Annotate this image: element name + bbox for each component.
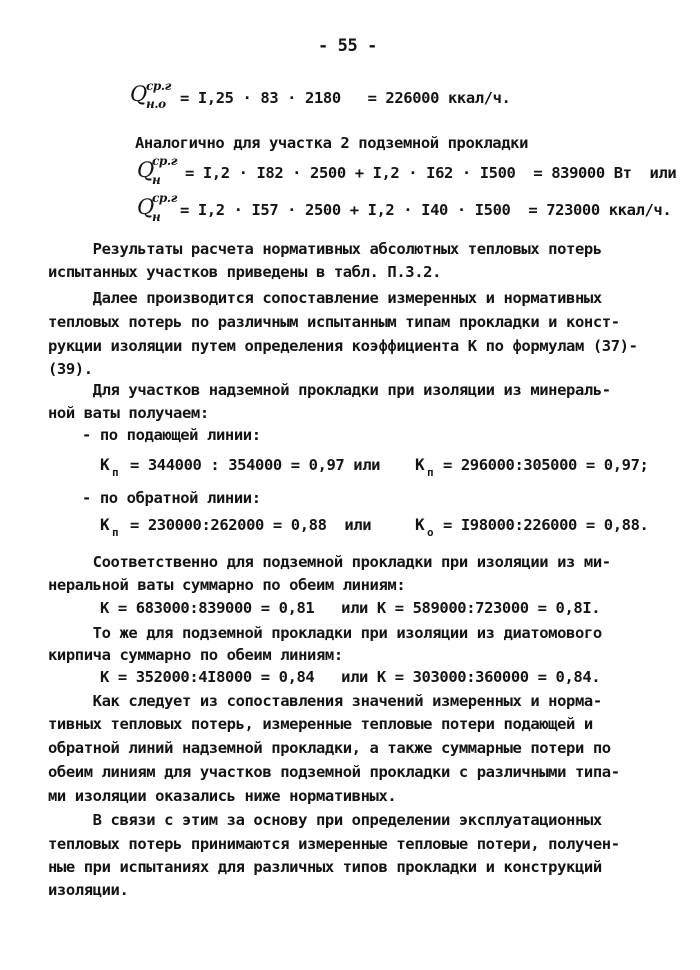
- text-line: (39).: [48, 360, 93, 378]
- equation-expression: = I98000:226000 = 0,88.: [443, 516, 649, 534]
- k-symbol: К: [415, 455, 425, 474]
- q-symbol: Q: [130, 82, 147, 106]
- text-line: Как следует из сопоставления значений измеренных и норма-: [48, 692, 602, 710]
- text-line: тепловых потерь принимаются измеренные тепловые потери, получен-: [48, 835, 620, 853]
- equation-expression: = I,2 · I57 · 2500 + I,2 · I40 · I500 = 723000 ккал/ч.: [180, 201, 672, 219]
- text-line: неральной ваты суммарно по обеим линиям:: [48, 576, 406, 594]
- q-superscript: ср.г: [152, 191, 178, 205]
- k-subscript: п: [112, 526, 119, 539]
- equation-k-underground-wool: К = 683000:839000 = 0,81 или К = 589000:723000 = 0,8I.: [100, 599, 601, 617]
- text-line: обеим линиям для участков подземной прокладки с различными типа-: [48, 763, 620, 781]
- k-symbol: К: [415, 515, 425, 534]
- text-line: тивных тепловых потерь, измеренные тепловые потери подающей и: [48, 715, 593, 733]
- equation-k-underground-diatomite: К = 352000:4I8000 = 0,84 или К = 303000:360000 = 0,84.: [100, 668, 601, 686]
- k-symbol: К: [100, 515, 110, 534]
- text-line: кирпича суммарно по обеим линиям:: [48, 646, 343, 664]
- equation-expression: = I,25 · 83 · 2180 = 226000 ккал/ч.: [180, 89, 511, 107]
- k-subscript: п: [112, 466, 119, 479]
- q-symbol: Q: [137, 195, 154, 219]
- text-line: изоляции.: [48, 881, 129, 899]
- text-line: Далее производится сопоставление измеренных и нормативных: [48, 289, 602, 307]
- k-subscript: о: [427, 526, 434, 539]
- equation-expression: = 296000:305000 = 0,97;: [443, 456, 649, 474]
- text-line: обратной линий надземной прокладки, а также суммарные потери по: [48, 739, 611, 757]
- page-number: - 55 -: [318, 36, 378, 56]
- text-line: ные при испытаниях для различных типов прокладки и конструкций: [48, 858, 602, 876]
- text-line: ной ваты получаем:: [48, 404, 209, 422]
- q-superscript: ср.г: [152, 154, 178, 168]
- q-symbol: Q: [137, 158, 154, 182]
- q-superscript: ср.г: [146, 79, 172, 93]
- equation-expression: = 230000:262000 = 0,88 или: [130, 516, 372, 534]
- text-line: В связи с этим за основу при определении эксплуатационных: [48, 811, 602, 829]
- text-line: Для участков надземной прокладки при изоляции из минераль-: [48, 381, 611, 399]
- text-line: Результаты расчета нормативных абсолютных тепловых потерь: [48, 240, 602, 258]
- return-line-label: - по обратной линии:: [82, 489, 261, 507]
- text-line: рукции изоляции путем определения коэффициента К по формулам (37)-: [48, 337, 638, 355]
- k-symbol: К: [100, 455, 110, 474]
- text-line: Соответственно для подземной прокладки при изоляции из ми-: [48, 553, 611, 571]
- text-line: ми изоляции оказались ниже нормативных.: [48, 787, 397, 805]
- supply-line-label: - по подающей линии:: [82, 426, 261, 444]
- text-line: То же для подземной прокладки при изоляции из диатомового: [48, 624, 602, 642]
- intro-section-2: Аналогично для участка 2 подземной прокладки: [135, 134, 528, 152]
- equation-expression: = 344000 : 354000 = 0,97 или: [130, 456, 381, 474]
- equation-expression: = I,2 · I82 · 2500 + I,2 · I62 · I500 = 839000 Вт или: [185, 164, 677, 182]
- q-subscript: н.о: [146, 97, 166, 111]
- q-subscript: н: [152, 173, 161, 187]
- text-line: испытанных участков приведены в табл. П.3.2.: [48, 263, 441, 281]
- text-line: тепловых потерь по различным испытанным типам прокладки и конст-: [48, 313, 620, 331]
- k-subscript: п: [427, 466, 434, 479]
- q-subscript: н: [152, 210, 161, 224]
